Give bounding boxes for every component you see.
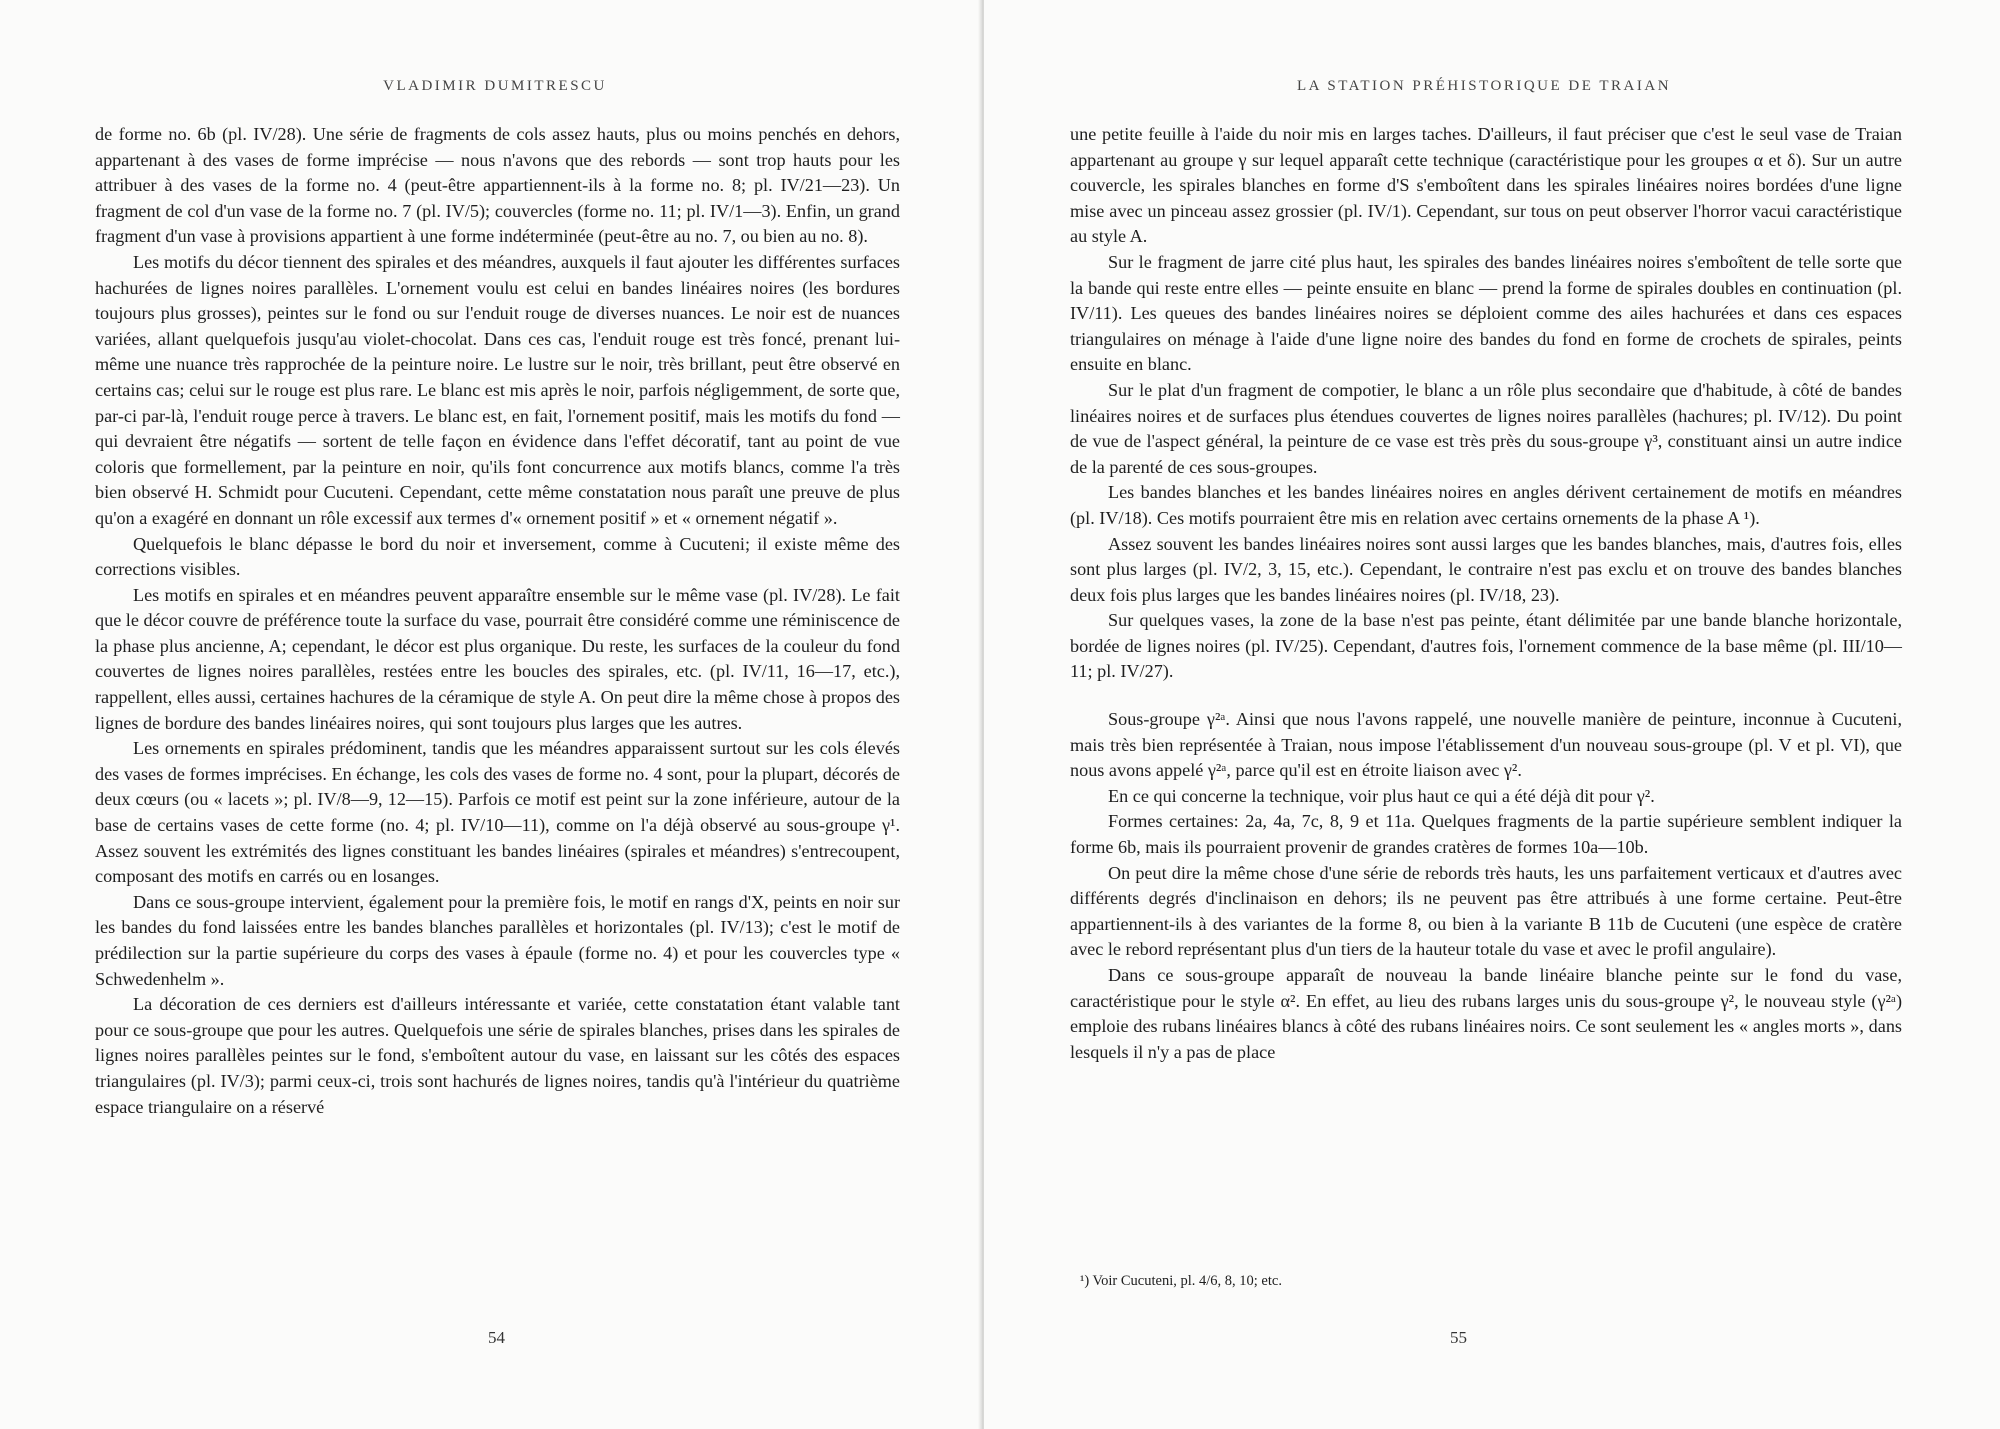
paragraph: Sur quelques vases, la zone de la base n'est pas peinte, étant délimitée par une bande blanche horizontale, bordée de lignes noires (pl. IV/25). Cependant, d'autres fois, l'ornement commence de la base même (pl. III/10—11; pl. IV/27).: [1070, 610, 1902, 682]
paragraph: Assez souvent les bandes linéaires noires sont aussi larges que les bandes blanches, mais, d'autres fois, elles sont plus larges (pl. IV/2, 3, 15, etc.). Cependant, le contraire n'est pas exclu et on trouve des bandes blanches deux fois plus larges que les bandes linéaires noires (pl. IV/18, 23).: [1070, 533, 1902, 605]
paragraph: Sur le fragment de jarre cité plus haut, les spirales des bandes linéaires noires s'emboîtent de telle sorte que la bande qui reste entre elles — peinte ensuite en blanc — prend la forme de spirales doubles en continuation (pl. IV/11). Les queues des bandes linéaires noires se déploient comme des ailes hachurées et dans ces espaces triangulaires on ménage à l'aide d'une ligne noire des bandes du fond en forme de crochets de spirales, peints ensuite en blanc.: [1070, 251, 1902, 375]
paragraph: En ce qui concerne la technique, voir plus haut ce qui a été déjà dit pour γ².: [1108, 785, 1655, 806]
paragraph: Formes certaines: 2a, 4a, 7c, 8, 9 et 11a. Quelques fragments de la partie supérieure semblent indiquer la forme 6b, mais ils pourraient provenir de grandes cratères de formes 10a—10b.: [1070, 811, 1902, 858]
paragraph: On peut dire la même chose d'une série de rebords très hauts, les uns parfaitement verticaux et d'autres avec différents degrés d'inclinaison en dehors; ils ne peuvent pas être attribués à une forme certaine. Peut-être appartiennent-ils à des variantes de la forme 8, ou bien à la variante B 11b de Cucuteni (une espèce de cratère avec le rebord représentant plus d'un tiers de la hauteur totale du vase et avec le profil angulaire).: [1070, 862, 1902, 960]
running-head: VLADIMIR DUMITRESCU: [383, 78, 607, 94]
paragraph: Les motifs du décor tiennent des spirales et des méandres, auxquels il faut ajouter les différentes surfaces hachurées de lignes noires parallèles. L'ornement voulu est celui en bandes linéaires noires (les bordures toujours plus grosses), peintes sur le fond ou sur l'enduit rouge de diverses nuances. Le noir est de nuances variées, allant quelquefois jusqu'au violet-chocolat. Dans ces cas, l'enduit rouge est très foncé, prenant lui-même une nuance très rapprochée de la peinture noire. Le lustre sur le noir, très brillant, peut être observé en certains cas; celui sur le rouge est plus rare. Le blanc est mis après le noir, parfois négligemment, de sorte que, par-ci par-là, l'enduit rouge perce à travers. Le blanc est, en fait, l'ornement positif, mais les motifs du fond — qui devraient être négatifs — sortent de telle façon en évidence dans l'effet décoratif, tant au point de vue coloris que formellement, par la peinture en noir, qu'ils font concurrence aux motifs blancs, comme l'a très bien observé H. Schmidt pour Cucuteni. Cependant, cette même constatation nous paraît une preuve de plus qu'on a exagéré en donnant un rôle excessif aux termes d'« ornement positif » et « ornement négatif ».: [95, 251, 900, 528]
paragraph: Quelquefois le blanc dépasse le bord du noir et inversement, comme à Cucuteni; il existe même des corrections visibles.: [95, 533, 900, 580]
paragraph: Dans ce sous-groupe intervient, également pour la première fois, le motif en rangs d'X, peints en noir sur les bandes du fond laissées entre les bandes blanches parallèles et horizontales (pl. IV/13); c'est le motif de prédilection sur la partie supérieure du corps des vases à épaule (forme no. 4) et pour les couvercles type « Schwedenhelm ».: [95, 891, 900, 989]
page-number: 55: [1450, 1328, 1467, 1347]
paragraph: Les bandes blanches et les bandes linéaires noires en angles dérivent certainement de motifs en méandres (pl. IV/18). Ces motifs pourraient être mis en relation avec certains ornements de la phase A ¹).: [1070, 482, 1902, 528]
paragraph: Sur le plat d'un fragment de compotier, le blanc a un rôle plus secondaire que d'habitude, à côté de bandes linéaires noires et de surfaces plus étendues couvertes de lignes noires parallèles (hachures; pl. IV/12). Du point de vue de l'aspect général, la peinture de ce vase est très près du sous-groupe γ³, constituant ainsi un autre indice de la parenté de ces sous-groupes.: [1070, 379, 1902, 477]
paragraph: Dans ce sous-groupe apparaît de nouveau la bande linéaire blanche peinte sur le fond du vase, caractéristique pour le style α². En effet, au lieu des rubans larges unis du sous-groupe γ², le nouveau style (γ²ᵃ) emploie des rubans linéaires blancs à côté des rubans linéaires noirs. Ce sont seulement les « angles morts », dans lesquels il n'y a pas de place: [1070, 965, 1902, 1062]
page-number: 54: [488, 1328, 505, 1347]
footnote: ¹) Voir Cucuteni, pl. 4/6, 8, 10; etc.: [1080, 1273, 1282, 1289]
paragraph: une petite feuille à l'aide du noir mis en larges taches. D'ailleurs, il faut préciser que c'est le seul vase de Traian appartenant au groupe γ sur lequel apparaît cette technique (caractéristique pour les groupes α et δ). Sur un autre couvercle, les spirales blanches en forme d'S s'emboîtent dans les spirales linéaires noires bordées d'une ligne mise avec un pinceau assez grossier (pl. IV/1). Cependant, sur tous on peut observer l'horror vacui caractéristique au style A.: [1070, 124, 1902, 247]
right-page: [984, 0, 2000, 1429]
paragraph: Les ornements en spirales prédominent, tandis que les méandres apparaissent surtout sur les cols élevés des vases de formes imprécises. En échange, les cols des vases de forme no. 4 sont, pour la plupart, décorés de deux cœurs (ou « lacets »; pl. IV/8—9, 12—15). Parfois ce motif est peint sur la zone inférieure, autour de la base de certains vases de cette forme (no. 4; pl. IV/10—11), comme on l'a déjà observé au sous-groupe γ¹. Assez souvent les extrémités des lignes constituant les bandes linéaires (spirales et méandres) s'entrecoupent, composant des motifs en carrés ou en losanges.: [95, 738, 900, 887]
page-body: [1070, 122, 1902, 1065]
left-page: [0, 0, 982, 1429]
paragraph: La décoration de ces derniers est d'ailleurs intéressante et variée, cette constatation étant valable tant pour ce sous-groupe que pour les autres. Quelquefois une série de spirales blanches, prises dans les spirales de lignes noires parallèles peintes sur le fond, s'emboîtent autour du vase, en laissant sur les côtés des espaces triangulaires (pl. IV/3); parmi ceux-ci, trois sont hachurés de lignes noires, tandis qu'à l'intérieur du quatrième espace triangulaire on a réservé: [95, 994, 900, 1117]
paragraph: de forme no. 6b (pl. IV/28). Une série de fragments de cols assez hauts, plus ou moins penchés en dehors, appartenant à des vases de forme imprécise — nous n'avons que des rebords — sont trop hauts pour les attribuer à des vases de la forme no. 4 (peut-être appartiennent-ils à la forme no. 8; pl. IV/21—23). Un fragment de col d'un vase de la forme no. 7 (pl. IV/5); couvercles (forme no. 11; pl. IV/1—3). Enfin, un grand fragment d'un vase à provisions appartient à une forme indéterminée (peut-être au no. 7, ou bien au no. 8).: [95, 124, 900, 247]
page-body: [95, 122, 900, 1120]
paragraph: Les motifs en spirales et en méandres peuvent apparaître ensemble sur le même vase (pl. IV/28). Le fait que le décor couvre de préférence toute la surface du vase, pourrait être considéré comme une réminiscence de la phase plus ancienne, A; cependant, le décor est plus organique. Du reste, les surfaces de la couleur du fond couvertes de lignes noires parallèles, restées entre les boucles des spirales, etc. (pl. IV/11, 16—17, etc.), rappellent, elles aussi, certaines hachures de la céramique de style A. On peut dire la même chose à propos des lignes de bordure des bandes linéaires noires, qui sont toujours plus larges que les autres.: [95, 584, 900, 733]
section-paragraph: Sous-groupe γ²ᵃ. Ainsi que nous l'avons rappelé, une nouvelle manière de peinture, inconnue à Cucuteni, mais très bien représentée à Traian, nous impose l'établissement d'un nouveau sous-groupe (pl. V et pl. VI), que nous avons appelé γ²ᵃ, parce qu'il est en étroite liaison avec γ².: [1070, 709, 1902, 781]
running-head: LA STATION PRÉHISTORIQUE DE TRAIAN: [1296, 78, 1672, 94]
